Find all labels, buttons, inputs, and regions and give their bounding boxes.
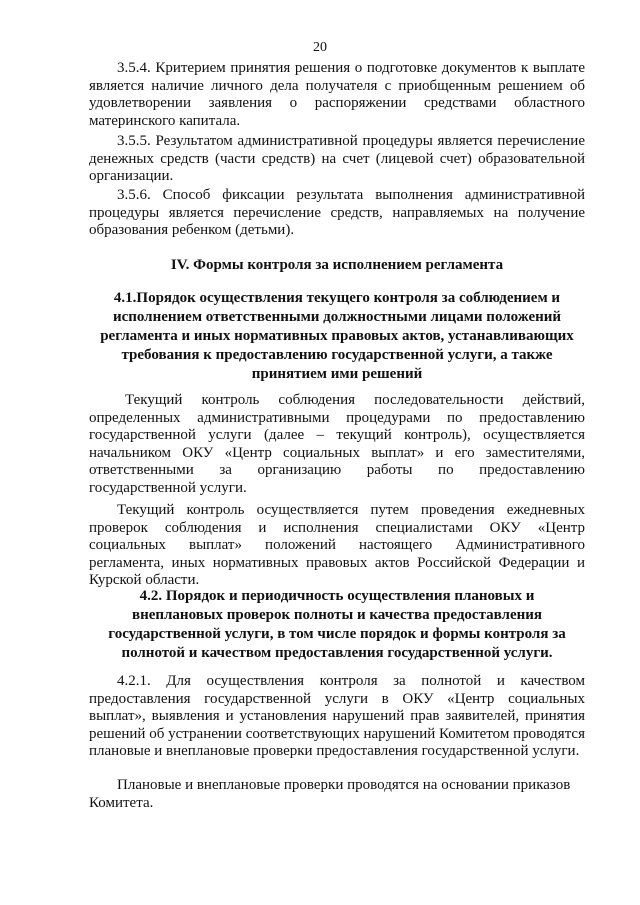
paragraph-3-5-4: 3.5.4. Критерием принятия решения о подготовке документов к выплате является наличие личного дела получателя с приобщенным решением об удовлетворении заявления о распоряжении средствами областного материнского капитала. [89, 60, 585, 129]
paragraph-3-5-6: 3.5.6. Способ фиксации результата выполнения административной процедуры является перечисление средств, направляемых на получение образования ребенком (детьми). [89, 187, 585, 239]
section-heading-4-1: 4.1.Порядок осуществления текущего контроля за соблюдением и исполнением ответственными должностными лицами положений регламента и иных нормативных правовых актов, устанавливающих требования к предоставлению государственной услуги, а также принятием ими решений [100, 290, 574, 382]
section-heading-iv: IV. Формы контроля за исполнением регламента [170, 257, 504, 273]
paragraph-3-5-5: 3.5.5. Результатом административной процедуры является перечисление денежных средств (части средств) на счет (лицевой счет) образовательной организации. [89, 133, 585, 185]
paragraph-4-2-1-b: Плановые и внеплановые проверки проводятся на основании приказов Комитета. [89, 777, 571, 811]
paragraph-4-1-a: Текущий контроль соблюдения последовательности действий, определенных административными процедурами по предоставлению государственной услуги (далее – текущий контроль), осуществляется начальником ОКУ «Центр социальных выплат» и его заместителями, ответственными за организацию работы по предоставлению государственной услуги. [89, 392, 585, 496]
section-heading-4-2: 4.2. Порядок и периодичность осуществления плановых и внеплановых проверок полноты и качества предоставления государственной услуги, в том числе порядок и формы контроля за полнотой и качеством предоставления государственной услуги. [108, 588, 566, 661]
paragraph-4-2-1: 4.2.1. Для осуществления контроля за полнотой и качеством предоставления государственной услуги в ОКУ «Центр социальных выплат», выявления и установления нарушений прав заявителей, принятия решений об устранении соответствующих нарушений Комитетом проводятся плановые и внеплановые проверки предоставления государственной услуги. [89, 673, 585, 760]
paragraph-4-1-b: Текущий контроль осуществляется путем проведения ежедневных проверок соблюдения и исполнения специалистами ОКУ «Центр социальных выплат» положений настоящего Административного регламента, иных нормативных правовых актов Российской Федерации и Курской области. [89, 502, 585, 589]
page-number: 20 [313, 40, 327, 55]
